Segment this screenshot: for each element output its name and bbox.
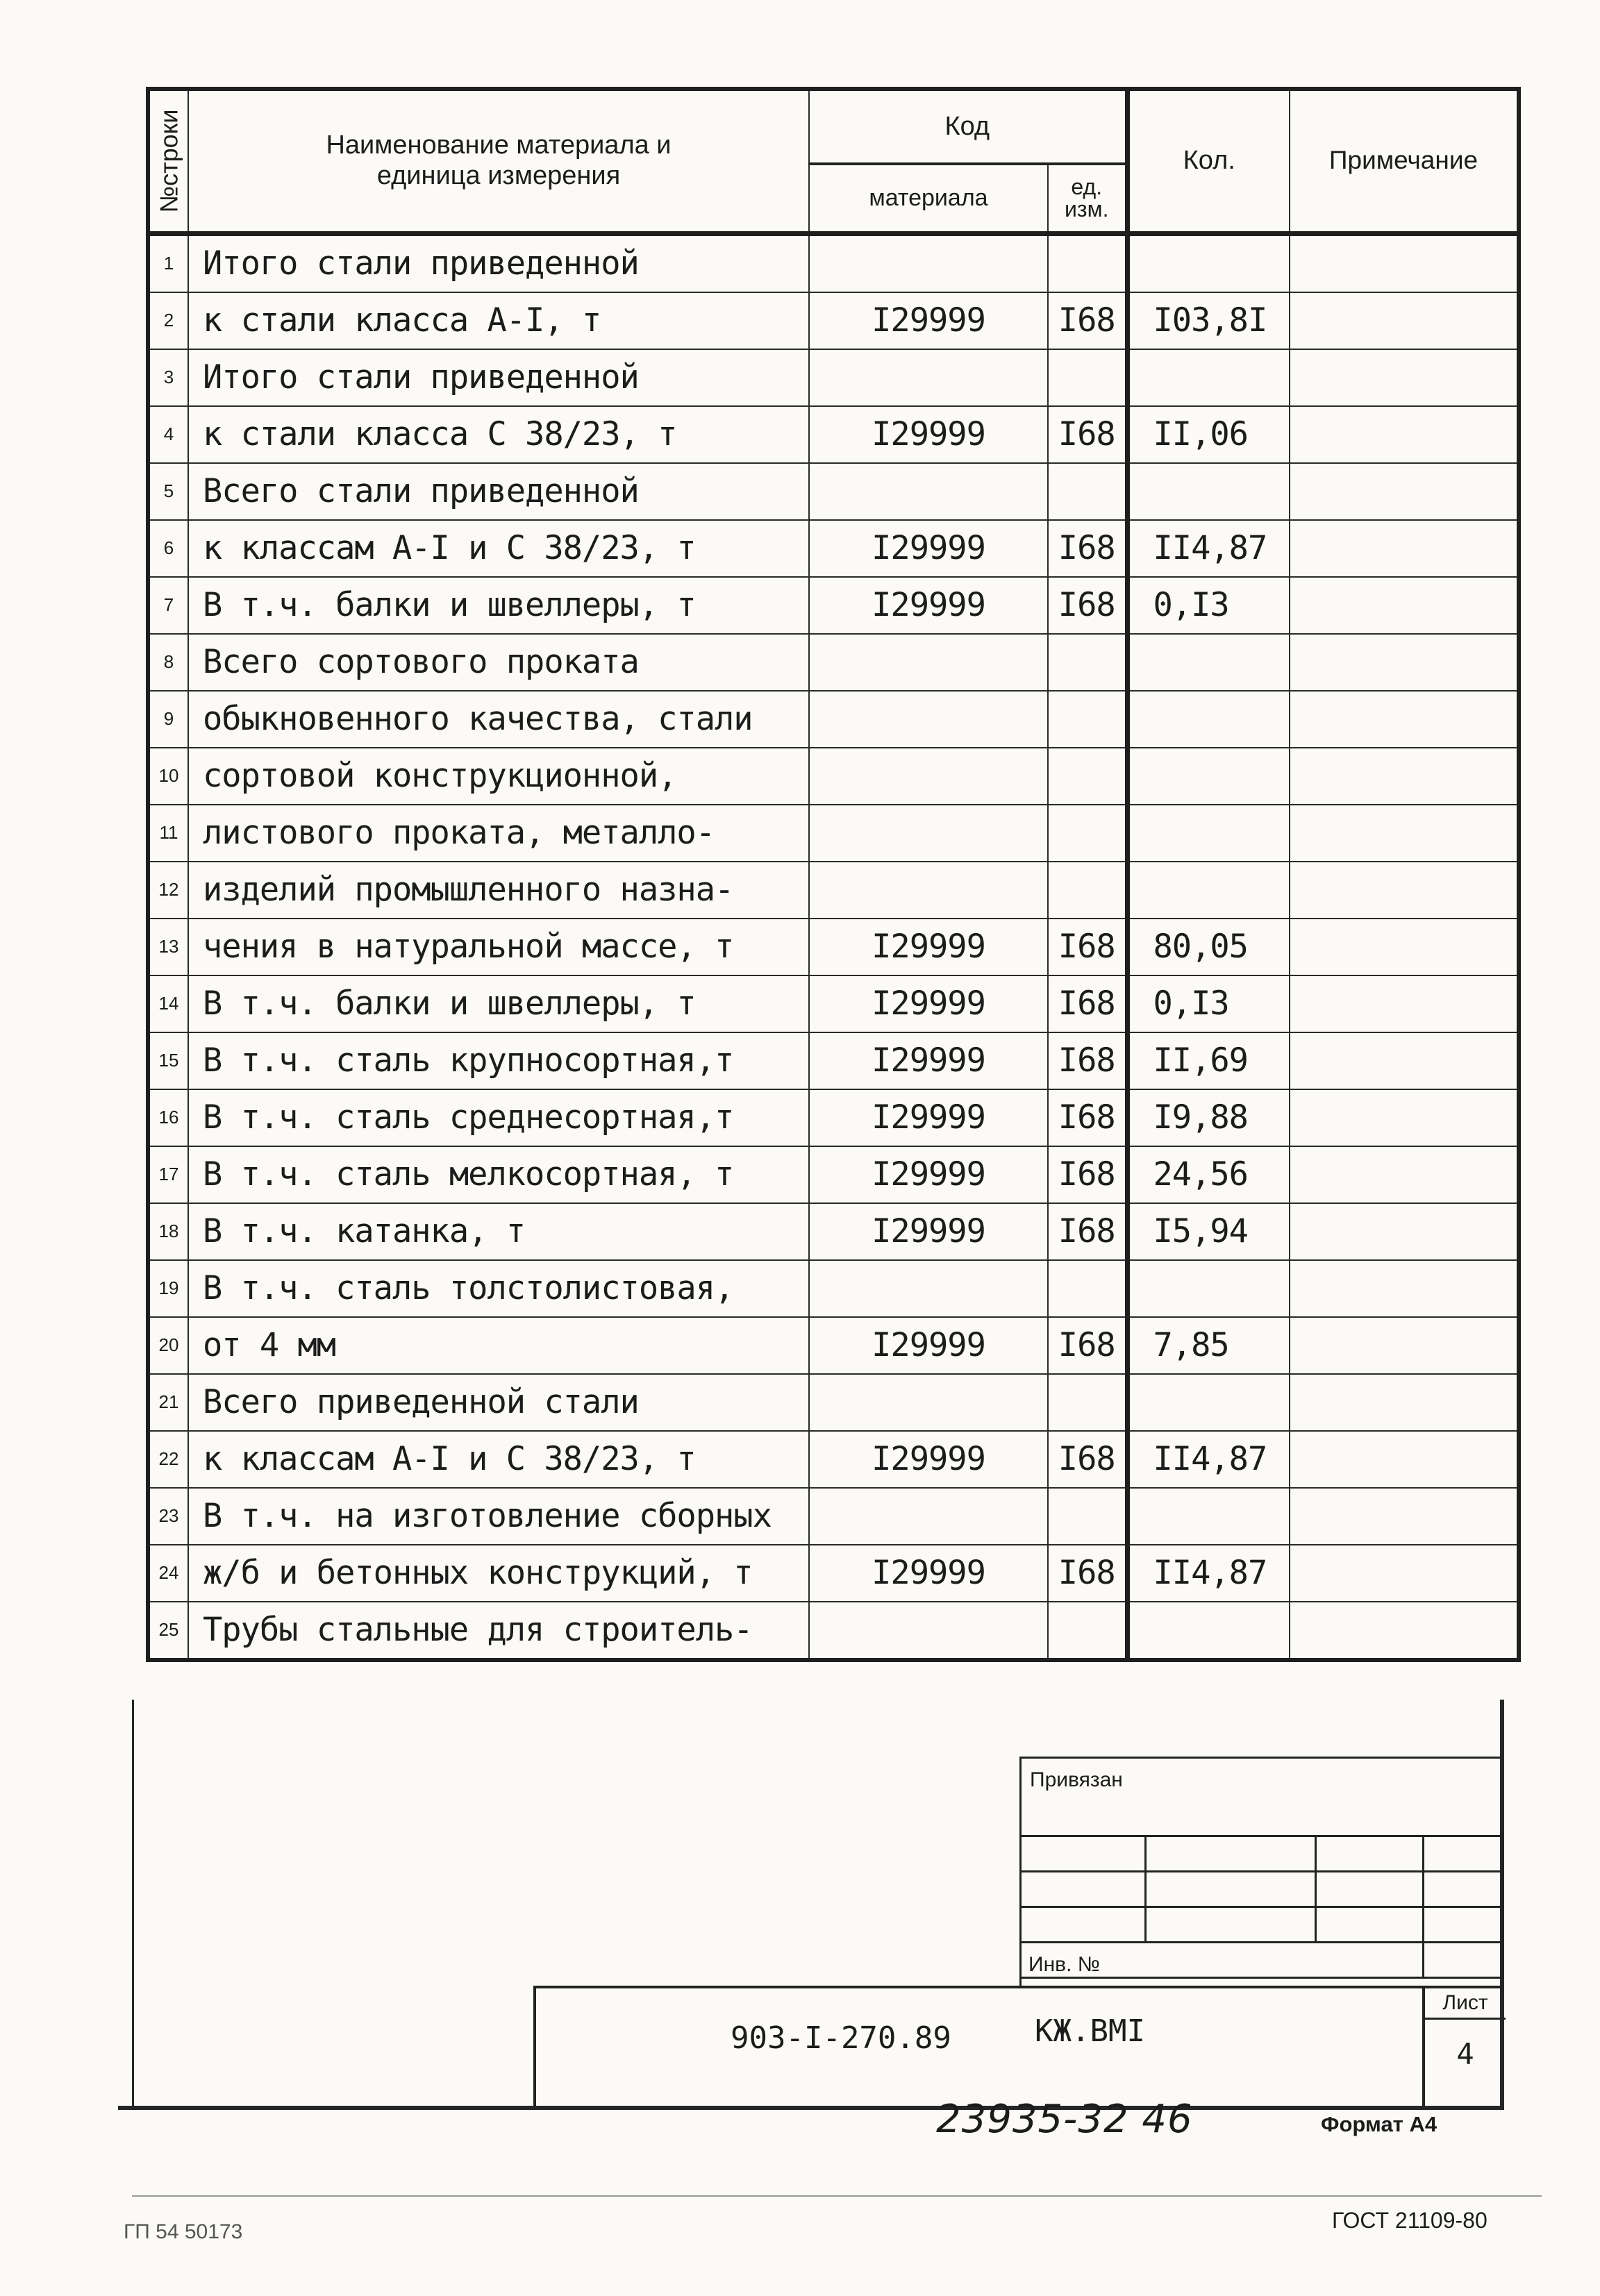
table-row bbox=[148, 1146, 1519, 1203]
row-number: 24 bbox=[148, 1545, 188, 1602]
quantity bbox=[1127, 233, 1290, 292]
table-row bbox=[148, 1374, 1519, 1431]
material-name: к стали класса C 38/23, т bbox=[188, 406, 809, 463]
quantity bbox=[1127, 1374, 1290, 1431]
material-code: I29999 bbox=[809, 1431, 1048, 1488]
quantity bbox=[1127, 1602, 1290, 1660]
quantity bbox=[1127, 349, 1290, 406]
row-number-header bbox=[148, 89, 188, 233]
note-cell bbox=[1290, 1488, 1519, 1545]
material-name: Итого стали приведенной bbox=[188, 233, 809, 292]
material-code: I29999 bbox=[809, 1203, 1048, 1260]
sheet-label: Лист bbox=[1425, 1991, 1506, 2020]
quantity: 24,56 bbox=[1127, 1146, 1290, 1203]
table-row bbox=[148, 975, 1519, 1032]
table-row bbox=[148, 520, 1519, 577]
quantity bbox=[1127, 862, 1290, 919]
material-code bbox=[809, 748, 1048, 805]
material-name: В т.ч. катанка, т bbox=[188, 1203, 809, 1260]
note-cell bbox=[1290, 919, 1519, 975]
note-cell bbox=[1290, 1203, 1519, 1260]
note-cell bbox=[1290, 1545, 1519, 1602]
grid-cell bbox=[1424, 1943, 1503, 1978]
row-number: 12 bbox=[148, 862, 188, 919]
material-code bbox=[809, 463, 1048, 520]
format-label: Формат А4 bbox=[1321, 2112, 1438, 2136]
unit-code bbox=[1048, 1374, 1127, 1431]
grid-cell bbox=[1424, 1907, 1503, 1943]
row-number: 18 bbox=[148, 1203, 188, 1260]
quantity: 0,I3 bbox=[1127, 577, 1290, 634]
table-header bbox=[148, 89, 1519, 233]
row-number: 16 bbox=[148, 1089, 188, 1146]
table-row bbox=[148, 634, 1519, 691]
grid-cell bbox=[1146, 1836, 1316, 1872]
unit-code bbox=[1048, 691, 1127, 748]
quantity: II4,87 bbox=[1127, 1431, 1290, 1488]
row-number: 13 bbox=[148, 919, 188, 975]
quantity: 7,85 bbox=[1127, 1317, 1290, 1374]
row-number: 7 bbox=[148, 577, 188, 634]
unit-code: I68 bbox=[1048, 1032, 1127, 1089]
grid-cell bbox=[1146, 1872, 1316, 1907]
quantity bbox=[1127, 805, 1290, 862]
material-name: листового проката, металло- bbox=[188, 805, 809, 862]
grid-cell bbox=[1021, 1836, 1146, 1872]
table-row bbox=[148, 919, 1519, 975]
material-code bbox=[809, 1488, 1048, 1545]
material-name: изделий промышленного назна- bbox=[188, 862, 809, 919]
table-row bbox=[148, 233, 1519, 292]
doc-mark: КЖ.ВМI bbox=[1035, 2013, 1145, 2049]
note-cell bbox=[1290, 1374, 1519, 1431]
table-row bbox=[148, 1431, 1519, 1488]
unit-code bbox=[1048, 463, 1127, 520]
table-row bbox=[148, 1260, 1519, 1317]
code-header: Код bbox=[809, 89, 1127, 164]
quantity bbox=[1127, 1488, 1290, 1545]
material-code: I29999 bbox=[809, 292, 1048, 349]
row-number: 23 bbox=[148, 1488, 188, 1545]
quantity: II,06 bbox=[1127, 406, 1290, 463]
table-row bbox=[148, 577, 1519, 634]
unit-code: I68 bbox=[1048, 577, 1127, 634]
table-row bbox=[148, 1317, 1519, 1374]
material-code: I29999 bbox=[809, 1545, 1048, 1602]
unit-code bbox=[1048, 748, 1127, 805]
designation-block bbox=[533, 1986, 1503, 2106]
row-number: 21 bbox=[148, 1374, 188, 1431]
material-code bbox=[809, 1602, 1048, 1660]
quantity: II,69 bbox=[1127, 1032, 1290, 1089]
row-number: 6 bbox=[148, 520, 188, 577]
row-number: 11 bbox=[148, 805, 188, 862]
material-name: В т.ч. сталь мелкосортная, т bbox=[188, 1146, 809, 1203]
note-cell bbox=[1290, 691, 1519, 748]
handwritten-number: 23935-32 46 bbox=[936, 2097, 1193, 2142]
material-code: I29999 bbox=[809, 1146, 1048, 1203]
material-name: В т.ч. на изготовление сборных bbox=[188, 1488, 809, 1545]
sheet-block bbox=[1422, 1988, 1506, 2106]
table-row bbox=[148, 691, 1519, 748]
quantity: I9,88 bbox=[1127, 1089, 1290, 1146]
grid-cell bbox=[1146, 1907, 1316, 1943]
material-name: от 4 мм bbox=[188, 1317, 809, 1374]
unit-code: I68 bbox=[1048, 1146, 1127, 1203]
material-name: В т.ч. балки и швеллеры, т bbox=[188, 975, 809, 1032]
unit-code: I68 bbox=[1048, 1203, 1127, 1260]
note-cell bbox=[1290, 1317, 1519, 1374]
note-cell bbox=[1290, 1089, 1519, 1146]
material-code: I29999 bbox=[809, 1089, 1048, 1146]
material-name: чения в натуральной массе, т bbox=[188, 919, 809, 975]
unit-code: I68 bbox=[1048, 1545, 1127, 1602]
quantity: I03,8I bbox=[1127, 292, 1290, 349]
table-body bbox=[148, 233, 1519, 1660]
code-material-header: материала bbox=[809, 164, 1048, 233]
quantity: 80,05 bbox=[1127, 919, 1290, 975]
footer-gost: ГОСТ 21109-80 bbox=[1332, 2208, 1488, 2233]
material-name: В т.ч. сталь среднесортная,т bbox=[188, 1089, 809, 1146]
material-code: I29999 bbox=[809, 577, 1048, 634]
table-row bbox=[148, 1203, 1519, 1260]
note-cell bbox=[1290, 1146, 1519, 1203]
grid-cell bbox=[1021, 1872, 1146, 1907]
note-cell bbox=[1290, 577, 1519, 634]
unit-code bbox=[1048, 1602, 1127, 1660]
materials-table bbox=[146, 87, 1521, 1662]
table-row bbox=[148, 805, 1519, 862]
row-number: 20 bbox=[148, 1317, 188, 1374]
inv-no-label: Инв. № bbox=[1028, 1953, 1100, 1976]
unit-code bbox=[1048, 233, 1127, 292]
row-number: 5 bbox=[148, 463, 188, 520]
table-row bbox=[148, 463, 1519, 520]
frame-left-line bbox=[132, 1700, 134, 2109]
sheet-number: 4 bbox=[1456, 2037, 1474, 2071]
material-name: Трубы стальные для строитель- bbox=[188, 1602, 809, 1660]
name-header-line-2: единица измерения bbox=[376, 160, 621, 190]
name-header bbox=[188, 89, 809, 233]
material-code bbox=[809, 349, 1048, 406]
unit-code: I68 bbox=[1048, 292, 1127, 349]
table-row bbox=[148, 406, 1519, 463]
material-name: В т.ч. сталь толстолистовая, bbox=[188, 1260, 809, 1317]
row-number: 4 bbox=[148, 406, 188, 463]
quantity bbox=[1127, 634, 1290, 691]
material-code: I29999 bbox=[809, 1317, 1048, 1374]
footer-left-code: ГП 54 50173 bbox=[124, 2220, 243, 2243]
grid-cell bbox=[1424, 1836, 1503, 1872]
quantity bbox=[1127, 691, 1290, 748]
unit-code: I68 bbox=[1048, 1431, 1127, 1488]
row-number: 1 bbox=[148, 233, 188, 292]
doc-code: 903-I-270.89 bbox=[731, 2020, 951, 2056]
row-number: 3 bbox=[148, 349, 188, 406]
unit-code: I68 bbox=[1048, 975, 1127, 1032]
quantity: I5,94 bbox=[1127, 1203, 1290, 1260]
table-row bbox=[148, 862, 1519, 919]
material-code bbox=[809, 862, 1048, 919]
unit-code: I68 bbox=[1048, 406, 1127, 463]
row-number: 22 bbox=[148, 1431, 188, 1488]
unit-code bbox=[1048, 1260, 1127, 1317]
material-code bbox=[809, 805, 1048, 862]
grid-cell bbox=[1316, 1836, 1424, 1872]
note-cell bbox=[1290, 1032, 1519, 1089]
grid-cell bbox=[1424, 1872, 1503, 1907]
note-cell bbox=[1290, 748, 1519, 805]
attached-block bbox=[1019, 1757, 1502, 1988]
note-cell bbox=[1290, 805, 1519, 862]
note-header: Примечание bbox=[1290, 89, 1519, 233]
table-row bbox=[148, 1032, 1519, 1089]
table-row bbox=[148, 1488, 1519, 1545]
quantity bbox=[1127, 1260, 1290, 1317]
material-code bbox=[809, 691, 1048, 748]
material-name: ж/б и бетонных конструкций, т bbox=[188, 1545, 809, 1602]
row-number: 17 bbox=[148, 1146, 188, 1203]
unit-code bbox=[1048, 862, 1127, 919]
note-cell bbox=[1290, 1602, 1519, 1660]
row-number: 15 bbox=[148, 1032, 188, 1089]
material-name: к стали класса A-I, т bbox=[188, 292, 809, 349]
material-code: I29999 bbox=[809, 975, 1048, 1032]
material-code bbox=[809, 634, 1048, 691]
material-code: I29999 bbox=[809, 919, 1048, 975]
footer-rule bbox=[132, 2195, 1542, 2197]
material-name: сортовой конструкционной, bbox=[188, 748, 809, 805]
note-cell bbox=[1290, 1260, 1519, 1317]
material-name: Всего приведенной стали bbox=[188, 1374, 809, 1431]
material-name: к классам A-I и C 38/23, т bbox=[188, 1431, 809, 1488]
note-cell bbox=[1290, 349, 1519, 406]
note-cell bbox=[1290, 862, 1519, 919]
material-name: Всего стали приведенной bbox=[188, 463, 809, 520]
unit-code bbox=[1048, 634, 1127, 691]
quantity: II4,87 bbox=[1127, 520, 1290, 577]
material-code bbox=[809, 1260, 1048, 1317]
material-name: В т.ч. сталь крупносортная,т bbox=[188, 1032, 809, 1089]
material-name: обыкновенного качества, стали bbox=[188, 691, 809, 748]
unit-code: I68 bbox=[1048, 1317, 1127, 1374]
material-name: Итого стали приведенной bbox=[188, 349, 809, 406]
row-number-header-label: №строки bbox=[154, 109, 183, 213]
quantity bbox=[1127, 748, 1290, 805]
note-cell bbox=[1290, 634, 1519, 691]
quantity: 0,I3 bbox=[1127, 975, 1290, 1032]
note-cell bbox=[1290, 1431, 1519, 1488]
row-number: 14 bbox=[148, 975, 188, 1032]
unit-code bbox=[1048, 1488, 1127, 1545]
material-code: I29999 bbox=[809, 406, 1048, 463]
note-cell bbox=[1290, 463, 1519, 520]
row-number: 19 bbox=[148, 1260, 188, 1317]
material-code bbox=[809, 1374, 1048, 1431]
note-cell bbox=[1290, 233, 1519, 292]
unit-code bbox=[1048, 805, 1127, 862]
row-number: 2 bbox=[148, 292, 188, 349]
table-row bbox=[148, 349, 1519, 406]
material-name: Всего сортового проката bbox=[188, 634, 809, 691]
quantity: II4,87 bbox=[1127, 1545, 1290, 1602]
grid-cell bbox=[1021, 1907, 1146, 1943]
row-number: 25 bbox=[148, 1602, 188, 1660]
row-number: 8 bbox=[148, 634, 188, 691]
note-cell bbox=[1290, 975, 1519, 1032]
unit-code: I68 bbox=[1048, 520, 1127, 577]
material-code: I29999 bbox=[809, 1032, 1048, 1089]
table-row bbox=[148, 292, 1519, 349]
table-row bbox=[148, 1545, 1519, 1602]
table-row bbox=[148, 1089, 1519, 1146]
name-header-line-1: Наименование материала и bbox=[326, 131, 672, 160]
material-code: I29999 bbox=[809, 520, 1048, 577]
material-name: к классам A-I и C 38/23, т bbox=[188, 520, 809, 577]
qty-header: Кол. bbox=[1127, 89, 1290, 233]
unit-code bbox=[1048, 349, 1127, 406]
inv-no-cell bbox=[1021, 1943, 1424, 1978]
row-number: 9 bbox=[148, 691, 188, 748]
grid-cell bbox=[1316, 1872, 1424, 1907]
grid-cell bbox=[1316, 1907, 1424, 1943]
code-unit-header bbox=[1048, 164, 1127, 233]
row-number: 10 bbox=[148, 748, 188, 805]
code-unit-header-line-1: ед. bbox=[1071, 174, 1103, 200]
note-cell bbox=[1290, 292, 1519, 349]
note-cell bbox=[1290, 406, 1519, 463]
attached-label: Привязан bbox=[1030, 1768, 1123, 1791]
material-name: В т.ч. балки и швеллеры, т bbox=[188, 577, 809, 634]
note-cell bbox=[1290, 520, 1519, 577]
material-code bbox=[809, 233, 1048, 292]
code-unit-header-line-2: изм. bbox=[1065, 196, 1109, 222]
table-row bbox=[148, 748, 1519, 805]
unit-code: I68 bbox=[1048, 919, 1127, 975]
table-row bbox=[148, 1602, 1519, 1660]
quantity bbox=[1127, 463, 1290, 520]
unit-code: I68 bbox=[1048, 1089, 1127, 1146]
attached-grid bbox=[1019, 1835, 1504, 1979]
